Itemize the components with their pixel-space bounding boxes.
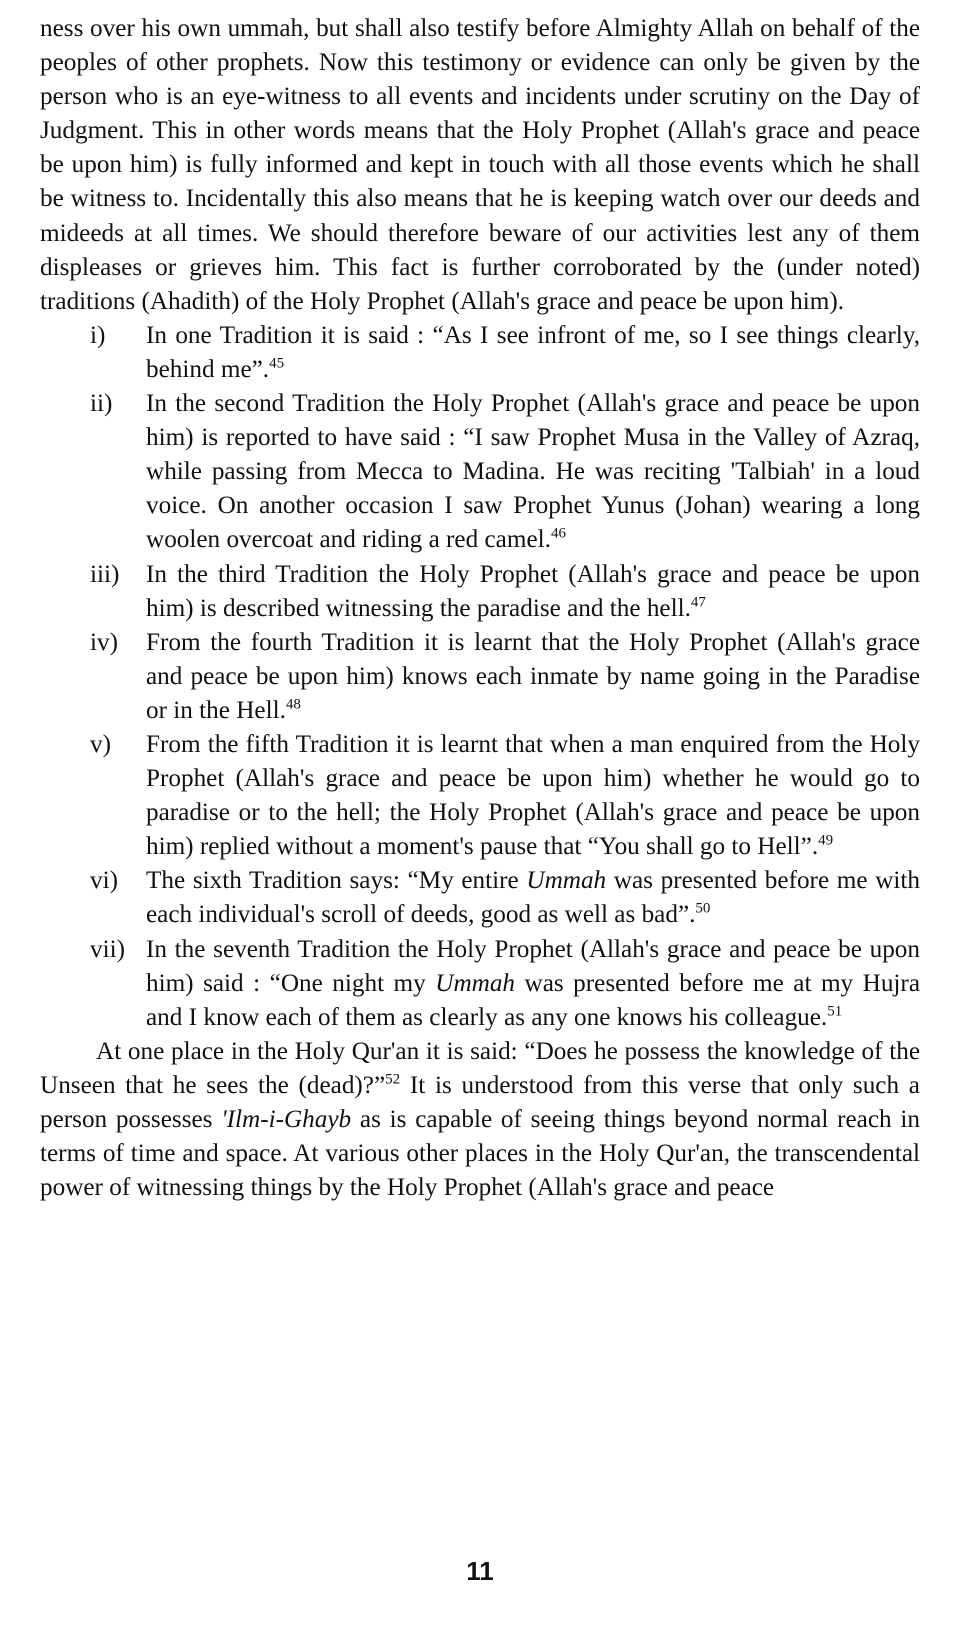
tradition-numeral: vi) (90, 867, 118, 895)
footnote-ref: 51 (827, 1003, 843, 1020)
tradition-item (40, 558, 920, 626)
tradition-item (40, 728, 920, 864)
tradition-numeral: vii) (90, 935, 125, 963)
page-number: 11 (466, 1556, 494, 1586)
page-body (40, 12, 920, 1205)
opening-paragraph: ness over his own ummah, but shall also testify before Almighty Allah on behalf of the peoples of other prophets. Now this testimony or evidence can only be given by the person who is an eye-witness to all events and incidents under scrutiny on the Day of Judgment. This in other words means that the Holy Prophet (Allah's grace and peace be upon him) is fully informed and kept in touch with all those events which he shall be witness to. Incidentally this also means that he is keeping watch over our deeds and mideeds at all times. We should therefore beware of our activities lest any of them displeases or grieves him. This fact is further corroborated by the (under noted) traditions (Ahadith) of the Holy Prophet (Allah's grace and peace be upon him). (40, 15, 920, 315)
closing-text: At one place in the Holy Qur'an it is said: “Does he possess the knowledge of the Unseen that he sees the (dead)?” (40, 1037, 920, 1099)
footnote-ref: 46 (550, 526, 566, 543)
tradition-text: From the fifth Tradition it is learnt that when a man enquired from the Holy Prophet (Allah's grace and peace be upon him) whether he would go to paradise or to the hell; the Holy Prophet (Allah's grace and peace be upon him) replied without a moment's pause that “You shall go to Hell”. (146, 730, 920, 861)
footnote-ref: 49 (818, 832, 834, 849)
tradition-italic-term: Ummah (526, 867, 607, 895)
tradition-item (40, 387, 920, 557)
tradition-numeral: v) (90, 730, 111, 758)
tradition-text: In the second Tradition the Holy Prophet (Allah's grace and peace be upon him) is reported to have said : “I saw Prophet Musa in the Valley of Azraq, while passing from Mecca to Madina. He was reciting 'Talbiah' in a loud voice. On another occasion I saw Prophet Yunus (Johan) wearing a long woolen overcoat and riding a red camel. (146, 390, 920, 554)
closing-text: as is capable of seeing things beyond normal reach in terms of time and space. At various other places in the Holy Qur'an, the transcendental power of witnessing things by the Holy Prophet (Allah's grace and peace (40, 1106, 920, 1202)
closing-italic-term: 'Ilm-i-Ghayb (221, 1106, 352, 1133)
tradition-italic-term: Ummah (435, 969, 516, 997)
footnote-ref: 50 (695, 901, 711, 918)
tradition-numeral: iv) (90, 628, 118, 656)
tradition-numeral: i) (90, 321, 106, 349)
footnote-ref: 47 (690, 594, 706, 611)
tradition-text: In one Tradition it is said : “As I see infront of me, so I see things clearly, behind me”. (146, 321, 920, 383)
tradition-text: was presented before me at my Hujra and I know each of them as clearly as any one knows his colleague. (146, 969, 920, 1031)
footnote-ref: 48 (285, 696, 301, 713)
closing-text: It is understood from this verse that only such a person possesses (40, 1071, 920, 1133)
tradition-item (40, 319, 920, 387)
tradition-numeral: iii) (90, 560, 120, 588)
tradition-numeral: ii) (90, 390, 113, 418)
tradition-item (40, 933, 920, 1035)
tradition-item (40, 626, 920, 728)
footnote-ref: 45 (269, 355, 285, 372)
tradition-text: In the third Tradition the Holy Prophet (Allah's grace and peace be upon him) is described witnessing the paradise and the hell. (146, 560, 920, 622)
tradition-text: was presented before me with each individual's scroll of deeds, good as well as bad”. (146, 867, 920, 929)
tradition-item (40, 864, 920, 932)
tradition-text: The sixth Tradition says: “My entire (146, 867, 527, 895)
closing-paragraph (40, 1035, 920, 1205)
footnote-ref: 52 (385, 1071, 401, 1088)
tradition-text: In the seventh Tradition the Holy Prophet (Allah's grace and peace be upon him) said : “One night my (146, 935, 920, 997)
tradition-text: From the fourth Tradition it is learnt that the Holy Prophet (Allah's grace and peace be upon him) knows each inmate by name going in the Paradise or in the Hell. (146, 628, 920, 724)
traditions-list (40, 319, 920, 1035)
